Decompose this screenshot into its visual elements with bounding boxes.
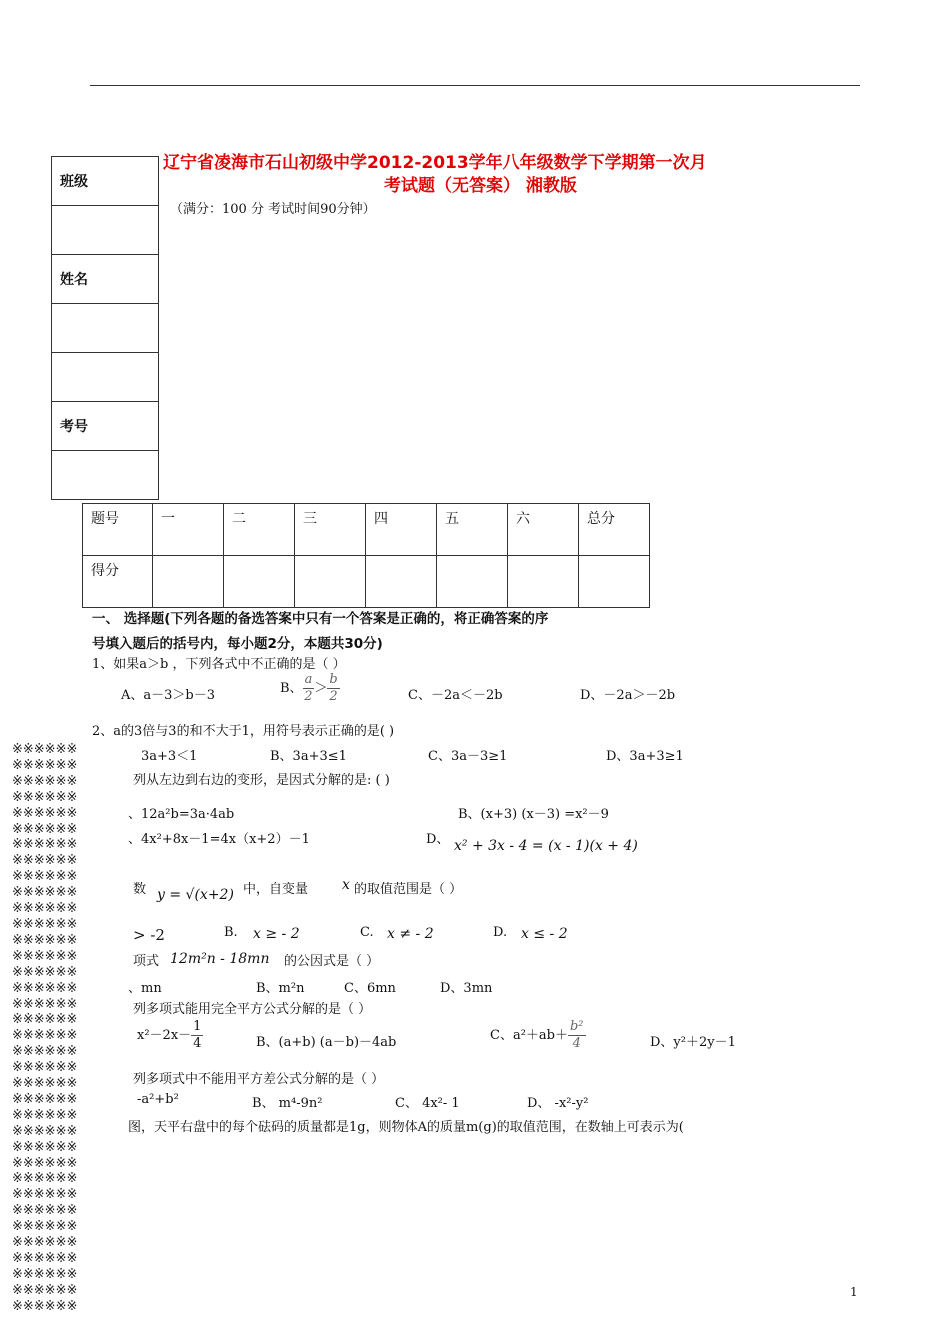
score-header-cell: 二 — [224, 504, 295, 556]
margin-mark-row: ※※※※※※ — [12, 1235, 78, 1251]
margin-mark-row: ※※※※※※ — [12, 742, 78, 757]
binding-margin-marks — [12, 742, 114, 1315]
q4-stem-middle: 中，自变量 — [243, 882, 309, 897]
fraction-numerator: b — [329, 672, 338, 687]
q1-operator: ＞ — [314, 681, 328, 696]
q7-option-a: -a²+b² — [137, 1092, 179, 1107]
title-line-2: 考试题（无答案） 湘教版 — [384, 176, 577, 196]
margin-mark-row: ※※※※※※ — [12, 757, 78, 773]
q3-option-b: B、(x+3) (x－3) =x²－9 — [458, 807, 609, 822]
q4-option-d-prefix: D. — [493, 925, 508, 940]
score-cell[interactable] — [224, 556, 295, 608]
score-header-cell: 总分 — [579, 504, 650, 556]
q6-stem: 列多项式能用完全平方公式分解的是（ ） — [133, 1002, 372, 1017]
q4-option-a: > -2 — [133, 926, 165, 944]
margin-mark-row: ※※※※※※ — [12, 805, 78, 821]
margin-mark-row: ※※※※※※ — [12, 1139, 78, 1155]
q1-stem: 1、如果a＞b ，下列各式中不正确的是（ ） — [92, 657, 346, 672]
q5-stem-suffix: 的公因式是（ ） — [284, 954, 380, 969]
name-label: 姓名 — [52, 255, 159, 304]
q5-stem-prefix: 项式 — [133, 954, 160, 969]
q1-option-d: D、－2a＞－2b — [580, 688, 676, 703]
margin-mark-row: ※※※※※※ — [12, 932, 78, 948]
score-table-header-row — [83, 504, 650, 556]
margin-mark-row: ※※※※※※ — [12, 853, 78, 869]
margin-mark-row: ※※※※※※ — [12, 980, 78, 996]
name-field[interactable] — [52, 304, 159, 353]
margin-mark-row: ※※※※※※ — [12, 1219, 78, 1235]
margin-mark-row: ※※※※※※ — [12, 1266, 78, 1282]
margin-mark-row: ※※※※※※ — [12, 789, 78, 805]
fraction-denominator: 4 — [572, 1036, 581, 1051]
margin-mark-row: ※※※※※※ — [12, 1012, 78, 1028]
score-cell[interactable] — [437, 556, 508, 608]
q3-stem: 列从左边到右边的变形，是因式分解的是: ( ) — [133, 773, 390, 788]
page-number: 1 — [850, 1285, 858, 1299]
section-1-heading-line-2: 号填入题后的括号内，每小题2分，本题共30分) — [92, 636, 383, 652]
margin-mark-row: ※※※※※※ — [12, 1060, 78, 1076]
fraction-numerator: a — [304, 672, 313, 687]
q6-option-c-text: C、a²＋ab＋ — [490, 1028, 568, 1043]
q4-function-formula: y = √(x+2) — [157, 887, 234, 903]
score-table-score-row — [83, 556, 650, 608]
q6-option-a-text: x²－2x－ — [137, 1028, 192, 1043]
q1-option-c: C、－2a＜－2b — [408, 688, 503, 703]
margin-mark-row: ※※※※※※ — [12, 964, 78, 980]
q5-option-b: B、m²n — [256, 981, 305, 996]
margin-mark-row: ※※※※※※ — [12, 948, 78, 964]
q2-stem: 2、a的3倍与3的和不大于1，用符号表示正确的是( ) — [92, 724, 395, 739]
fraction-denominator: 2 — [329, 689, 338, 704]
q2-option-c: C、3a－3≥1 — [428, 749, 508, 764]
fraction-numerator: 1 — [193, 1019, 202, 1034]
q2-option-d: D、3a+3≥1 — [606, 749, 684, 764]
margin-mark-row: ※※※※※※ — [12, 1187, 78, 1203]
q7-option-c: C、 4x²- 1 — [395, 1096, 460, 1111]
q5-option-c: C、6mn — [344, 981, 396, 996]
q4-option-c-prefix: C. — [360, 925, 374, 940]
q6-fraction-one-quarter — [191, 1019, 203, 1052]
margin-mark-row: ※※※※※※ — [12, 837, 78, 853]
margin-mark-row: ※※※※※※ — [12, 1298, 78, 1314]
exam-number-label: 考号 — [52, 402, 159, 451]
q6-option-b: B、(a+b) (a－b)－4ab — [256, 1035, 397, 1050]
margin-mark-row: ※※※※※※ — [12, 916, 78, 932]
q8-stem: 图，天平右盘中的每个砝码的质量都是1g，则物体A的质量m(g)的取值范围，在数轴上可表示为( — [128, 1120, 684, 1135]
q5-option-d: D、3mn — [440, 981, 493, 996]
margin-mark-row: ※※※※※※ — [12, 1107, 78, 1123]
q6-option-d: D、y²＋2y－1 — [650, 1035, 736, 1050]
score-cell[interactable] — [508, 556, 579, 608]
margin-mark-row: ※※※※※※ — [12, 996, 78, 1012]
q4-variable: x — [342, 877, 350, 893]
q2-option-a: 3a+3＜1 — [141, 749, 198, 764]
q7-option-b: B、 m⁴-9n² — [252, 1096, 323, 1111]
student-info-table — [51, 156, 159, 500]
q1-fraction-a-over-2 — [303, 672, 315, 705]
q3-option-c: 、4x²+8x－1=4x（x+2）－1 — [128, 832, 310, 847]
margin-mark-row: ※※※※※※ — [12, 901, 78, 917]
exam-subtitle: （满分：100 分 考试时间90分钟） — [170, 202, 376, 217]
score-cell[interactable] — [579, 556, 650, 608]
fraction-numerator: b² — [569, 1019, 584, 1034]
name-field-2[interactable] — [52, 353, 159, 402]
q3-option-d-formula: x² + 3x - 4 = (x - 1)(x + 4) — [454, 838, 638, 854]
section-1-heading-line-1: 一、 选择题(下列各题的备选答案中只有一个答案是正确的，将正确答案的序 — [92, 611, 549, 627]
q4-option-d: x ≤ - 2 — [521, 926, 568, 942]
q5-option-a: 、mn — [128, 981, 162, 996]
q4-option-c: x ≠ - 2 — [387, 926, 434, 942]
margin-mark-row: ※※※※※※ — [12, 1171, 78, 1187]
q6-option-c — [490, 1019, 586, 1052]
score-header-cell: 五 — [437, 504, 508, 556]
class-label: 班级 — [52, 157, 159, 206]
margin-mark-row: ※※※※※※ — [12, 1028, 78, 1044]
score-header-cell: 三 — [295, 504, 366, 556]
score-cell[interactable] — [295, 556, 366, 608]
exam-number-field[interactable] — [52, 451, 159, 500]
score-cell[interactable] — [366, 556, 437, 608]
q7-stem: 列多项式中不能用平方差公式分解的是（ ） — [133, 1072, 385, 1087]
margin-mark-row: ※※※※※※ — [12, 1282, 78, 1298]
score-header-cell: 六 — [508, 504, 579, 556]
margin-mark-row: ※※※※※※ — [12, 1203, 78, 1219]
margin-mark-row: ※※※※※※ — [12, 869, 78, 885]
score-header-cell: 四 — [366, 504, 437, 556]
fraction-denominator: 4 — [193, 1036, 202, 1051]
margin-mark-row: ※※※※※※ — [12, 821, 78, 837]
q3-option-d-prefix: D、 — [426, 832, 450, 847]
q7-option-d: D、 -x²-y² — [527, 1096, 589, 1111]
q1-option-b-prefix: B、 — [280, 681, 303, 696]
margin-mark-row: ※※※※※※ — [12, 1091, 78, 1107]
q1-option-a: A、a－3＞b－3 — [121, 688, 216, 703]
q4-stem-suffix: 的取值范围是（ ） — [354, 882, 463, 897]
q1-option-b — [280, 672, 340, 705]
q5-polynomial: 12m²n - 18mn — [170, 951, 270, 967]
margin-mark-row: ※※※※※※ — [12, 1155, 78, 1171]
score-row-label: 得分 — [83, 556, 153, 608]
score-header-cell: 题号 — [83, 504, 153, 556]
score-header-cell: 一 — [153, 504, 224, 556]
margin-mark-row: ※※※※※※ — [12, 1123, 78, 1139]
q4-stem-prefix: 数 — [133, 882, 147, 897]
q1-fraction-b-over-2 — [327, 672, 339, 705]
q4-option-b: x ≥ - 2 — [253, 926, 300, 942]
margin-mark-row: ※※※※※※ — [12, 773, 78, 789]
q6-fraction-b-squared-over-4 — [568, 1019, 586, 1052]
q6-option-a — [137, 1019, 203, 1052]
title-line-1: 辽宁省凌海市石山初级中学2012-2013学年八年级数学下学期第一次月 — [163, 153, 707, 173]
margin-mark-row: ※※※※※※ — [12, 885, 78, 901]
margin-mark-row: ※※※※※※ — [12, 1076, 78, 1092]
margin-mark-row: ※※※※※※ — [12, 1044, 78, 1060]
q4-option-b-prefix: B. — [224, 925, 238, 940]
class-field[interactable] — [52, 206, 159, 255]
q2-option-b: B、3a+3≤1 — [270, 749, 347, 764]
fraction-denominator: 2 — [304, 689, 313, 704]
q3-option-a: 、12a²b=3a·4ab — [128, 807, 235, 822]
score-cell[interactable] — [153, 556, 224, 608]
margin-mark-row: ※※※※※※ — [12, 1251, 78, 1266]
score-table — [82, 503, 650, 608]
header-rule — [90, 85, 860, 86]
